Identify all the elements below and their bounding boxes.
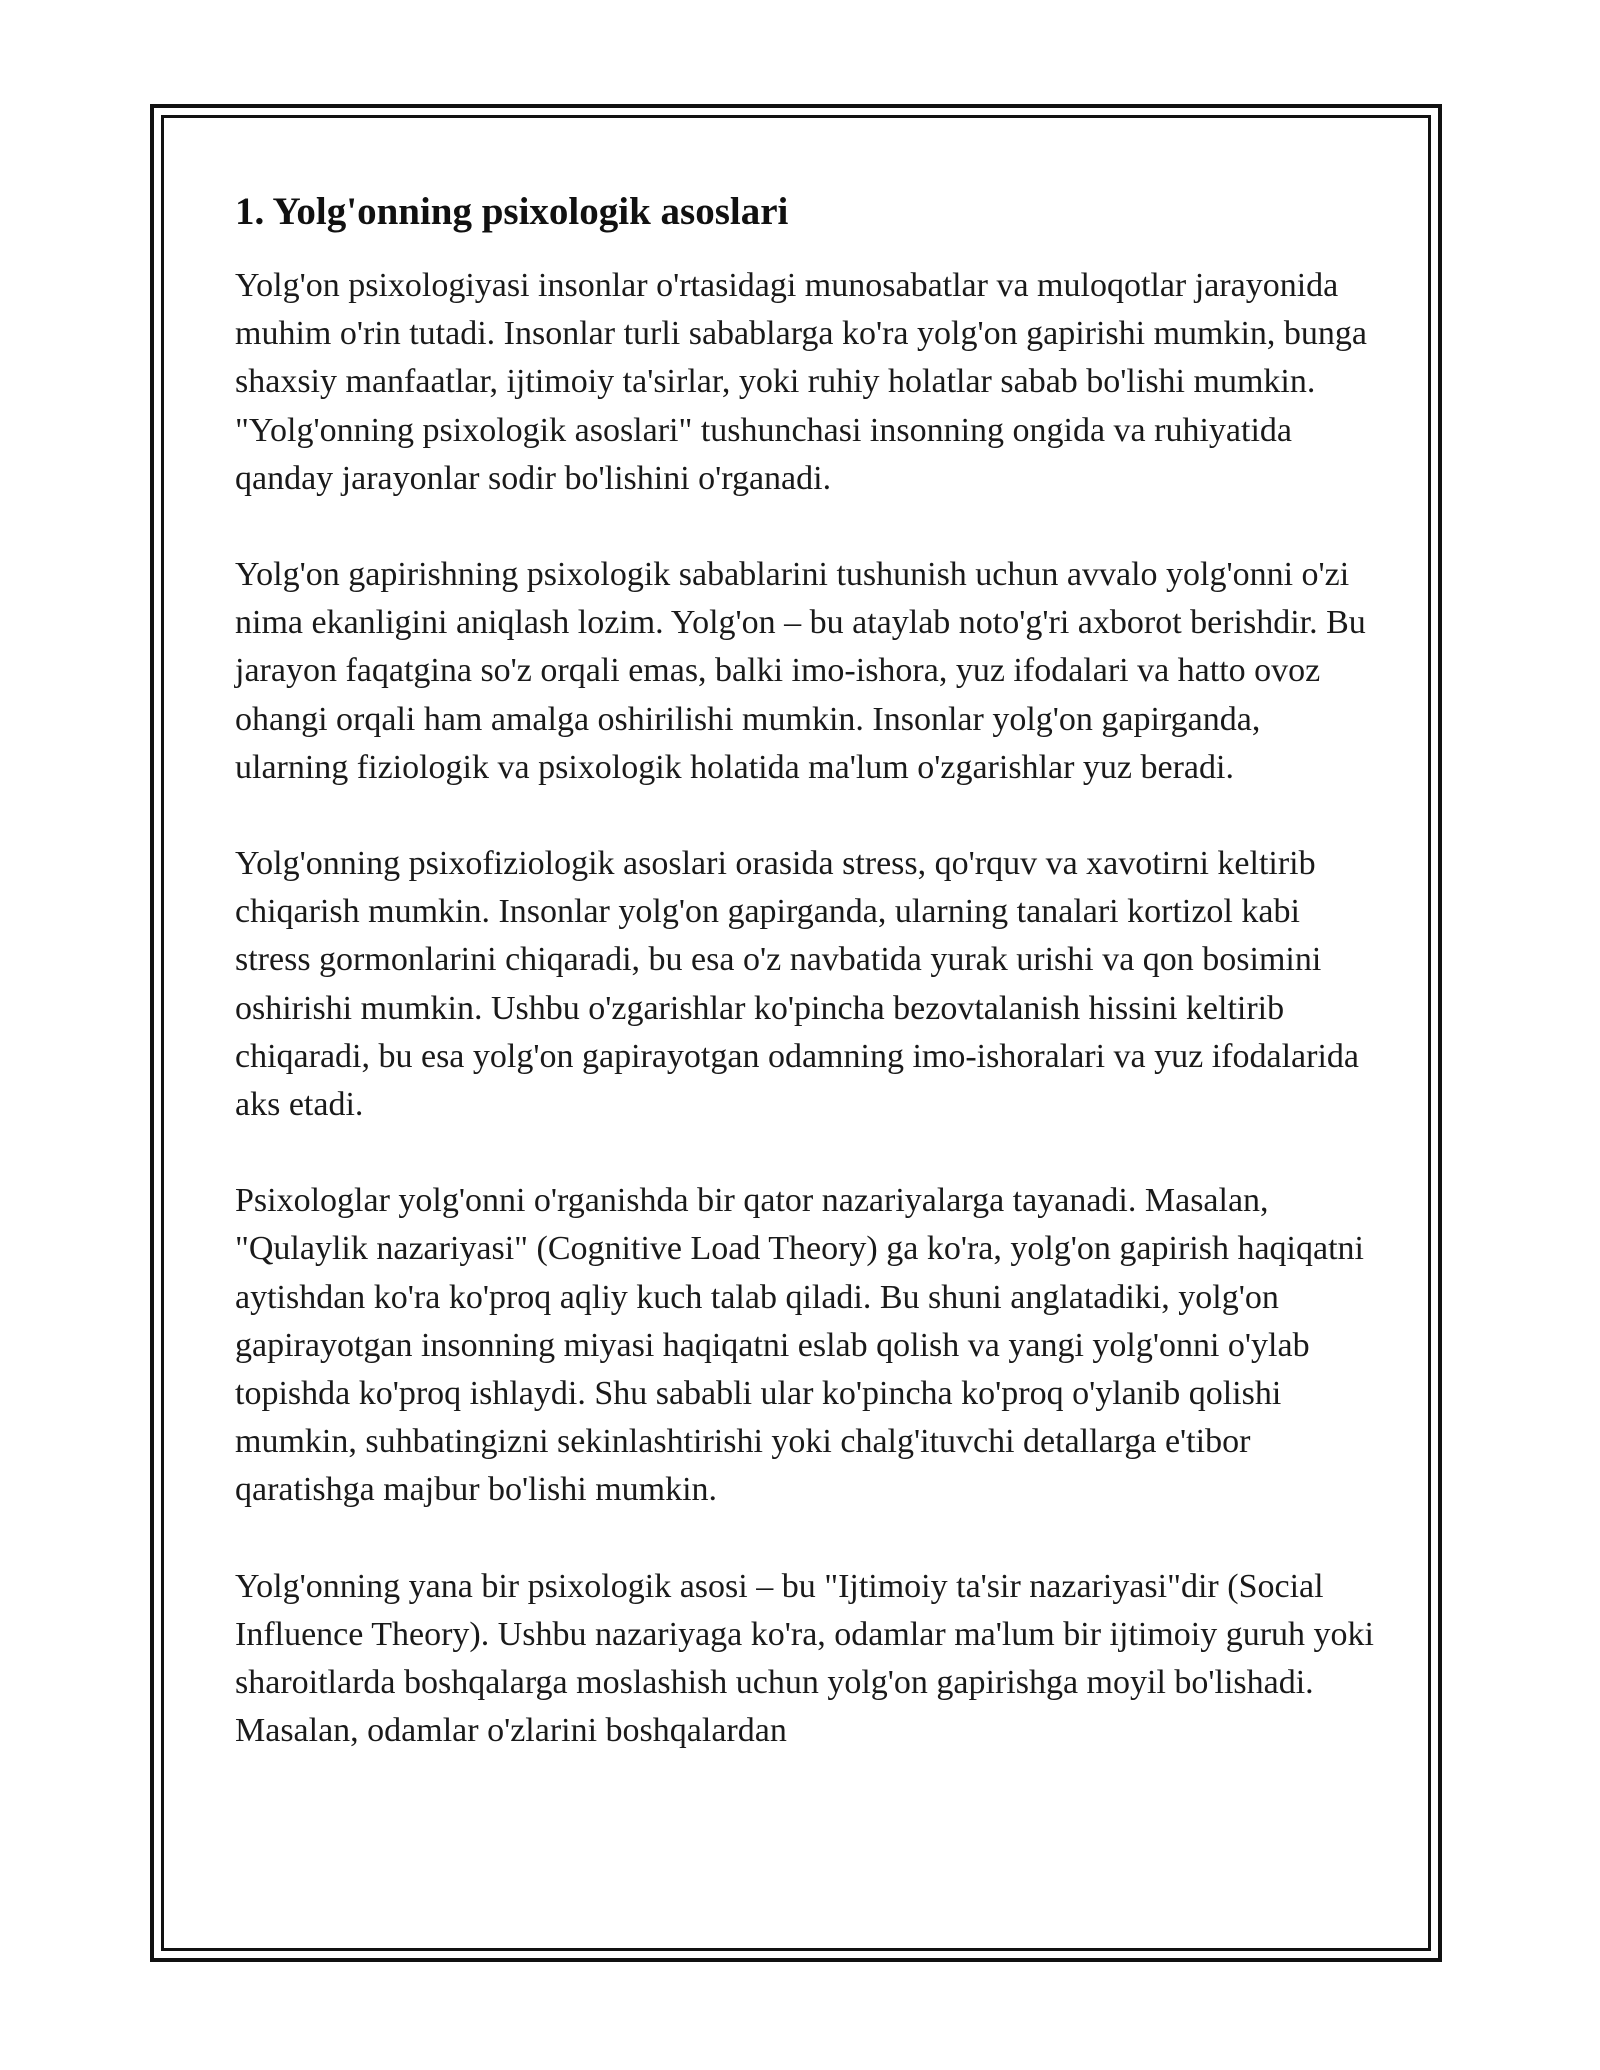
paragraph-1: Yolg'on psixologiyasi insonlar o'rtasidagi munosabatlar va muloqotlar jarayonida muhim o'rin tutadi. Insonlar turli sabablarga ko'ra yolg'on gapirishi mumkin, bunga shaxsiy manfaatlar, ijtimoiy ta'sirlar, yoki ruhiy holatlar sabab bo'lishi mumkin. "Yolg'onning psixologik asoslari" tushunchasi insonning ongida va ruhiyatida qanday jarayonlar sodir bo'lishini o'rganadi. xyxy=(235,267,1368,497)
paragraph-4: Psixologlar yolg'onni o'rganishda bir qator nazariyalarga tayanadi. Masalan, "Qulaylik nazariyasi" (Cognitive Load Theory) ga ko'ra, yolg'on gapirish haqiqatni aytishdan ko'ra ko'proq aqliy kuch talab qiladi. Bu shuni anglatadiki, yolg'on gapirayotgan insonning miyasi haqiqatni eslab qolish va yangi yolg'onni o'ylab topishda ko'proq ishlaydi. Shu sababli ular ko'pincha ko'proq o'ylanib qolishi mumkin, suhbatingizni sekinlashtirishi yoki chalg'ituvchi detallarga e'tibor qaratishga majbur bo'lishi mumkin. xyxy=(235,1182,1364,1509)
paragraph-2: Yolg'on gapirishning psixologik sabablarini tushunish uchun avvalo yolg'onni o'zi nima ekanligini aniqlash lozim. Yolg'on – bu ataylab noto'g'ri axborot berishdir. Bu jarayon faqatgina so'z orqali emas, balki imo-ishora, yuz ifodalari va hatto ovoz ohangi orqali ham amalga oshirilishi mumkin. Insonlar yolg'on gapirganda, ularning fiziologik va psixologik holatida ma'lum o'zgarishlar yuz beradi. xyxy=(235,556,1366,786)
document-body xyxy=(235,186,1375,1803)
section-heading: 1. Yolg'onning psixologik asoslari xyxy=(235,190,789,233)
paragraph-5: Yolg'onning yana bir psixologik asosi – bu "Ijtimoiy ta'sir nazariyasi"dir (Social Influence Theory). Ushbu nazariyaga ko'ra, odamlar ma'lum bir ijtimoiy guruh yoki sharoitlarda boshqalarga moslashish uchun yolg'on gapirishga moyil bo'lishadi. Masalan, odamlar o'zlarini boshqalardan xyxy=(235,1567,1374,1750)
paragraph-3: Yolg'onning psixofiziologik asoslari orasida stress, qo'rquv va xavotirni keltirib chiqarish mumkin. Insonlar yolg'on gapirganda, ularning tanalari kortizol kabi stress gormonlarini chiqaradi, bu esa o'z navbatida yurak urishi va qon bosimini oshirishi mumkin. Ushbu o'zgarishlar ko'pincha bezovtalanish hissini keltirib chiqaradi, bu esa yolg'on gapirayotgan odamning imo-ishoralari va yuz ifodalarida aks etadi. xyxy=(235,845,1359,1124)
